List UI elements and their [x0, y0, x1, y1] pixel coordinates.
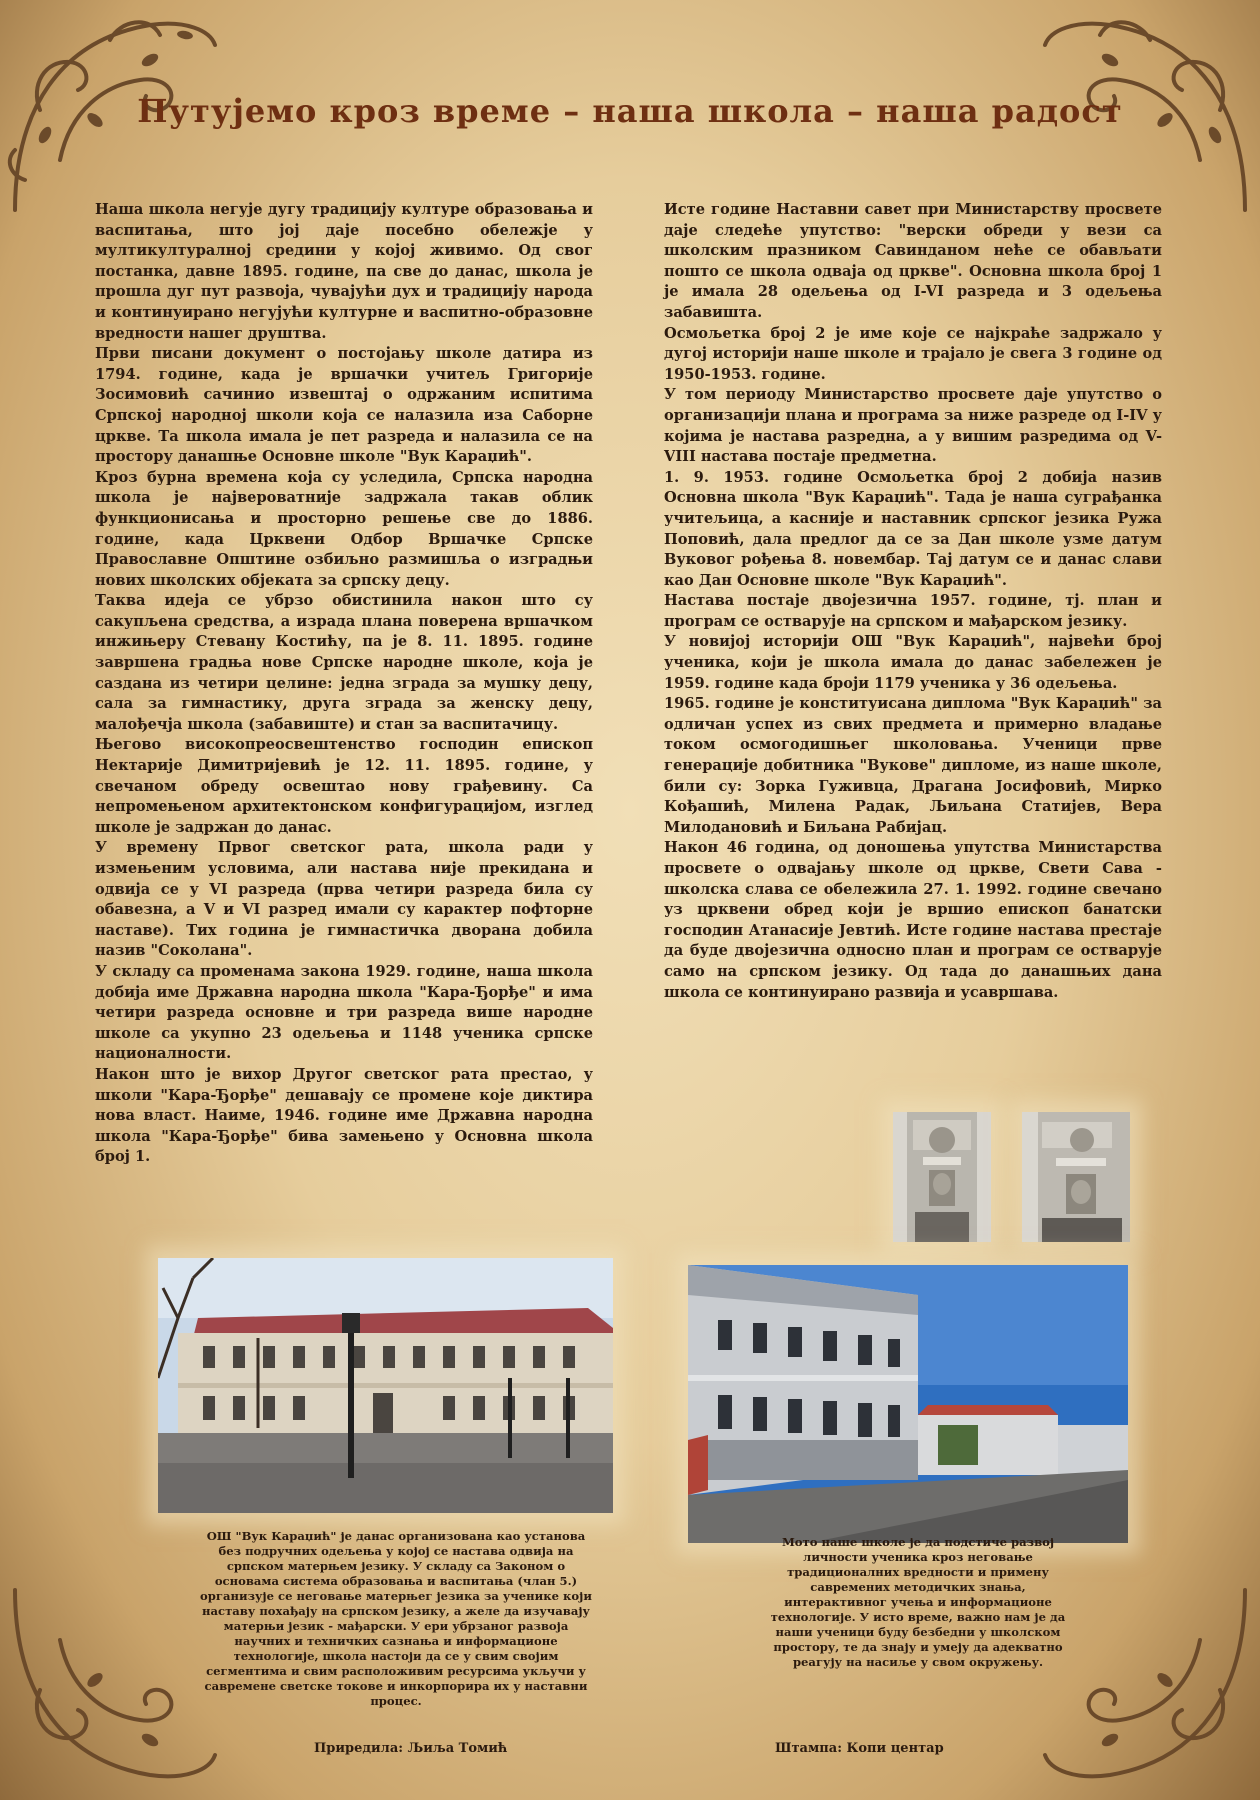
page-title: Путујемо кроз време – наша школа – наша радост — [137, 92, 1123, 130]
paragraph: Исте године Наставни савет при Министарству просвете даје следеће упутство: "верски обреди у вези са школским празником Савинданом неће се обављати пошто се школа одваја од цркве". Основна школа број 1 је имала 28 одељења од I-VI разреда и 3 одељења забавишта. — [664, 201, 1162, 321]
caption-left: ОШ "Вук Караџић" је данас организована као установа без подручних одељења у којој се настава одвија на српском матерњем језику. У складу са Законом о основама система образовања и васпитања (члан 5.) организује се неговање матерњег језика за ученике који наставу похађају на српском језику, а желе да изучавају матерњи језик - мађарски. У ери убрзаног развоја научних и техничких сазнања и информационе технологије, школа настоји да се у свим својим сегментима и свим расположивим ресурсима укључи у савремене светске токове и инкорпорира их у наставни процес. — [200, 1529, 592, 1708]
paragraph: Настава постаје двојезична 1957. године, тј. план и програм се остварује на српском и мађарском језику. — [664, 592, 1162, 630]
paragraph: У складу са променама закона 1929. године, наша школа добија име Државна народна школа "Кара-Ђорђе" и има четири разреда основне и три разреда више народне школе са укупно 23 одељења и 1148 ученика српске националности. — [95, 962, 593, 1063]
right-text-column — [664, 200, 1162, 1003]
paragraph: 1965. године је конституисана диплома "Вук Караџић" за одличан успех из свих предмета и примерно владање током осмогодишњег школовања. Ученици прве генерације добитника "Вукове" дипломе, из наше школе, били су: Зорка Гуживца, Драгана Јосифовић, Мирко Кођашић, Милена Радак, Љиљана Статијев, Вера Милодановић и Биљана Рабијац. — [664, 695, 1162, 836]
paragraph: Његово високопреосвештенство господин епископ Нектарије Димитријевић је 12. 11. 1895. године, у свечаном обреду освештао нову грађевину. Са непромењеном архитектонском конфигурацијом, изглед школе је задржан до данас. — [95, 736, 593, 836]
paragraph: Након 46 година, од доношења упутства Министарства просвете о одвајању школе од цркве, Свети Сава - школска слава се обележила 27. 1. 1992. године свечано уз црквени обред који је вршио епископ банатски господин Атанасије Јевтић. Исте године настава престаје да буде двојезична односно план и програм се остварује само на српском језику. Од тада до данашњих дана школа се континуирано развија и усавршава. — [664, 839, 1162, 1001]
school-photo-left — [158, 1258, 613, 1513]
paragraph: У том периоду Министарство просвете даје упутство о организацији плана и програма за ниже разреде од I-IV у којима је настава разредна, а у вишим разредима од V-VIII настава постаје предметна. — [664, 386, 1162, 466]
paragraph: Осмољетка број 2 је име које се најкраће задржало у дугој историји наше школе и трајало је свега 3 године од 1950-1953. године. — [664, 324, 1162, 383]
paragraph: Таква идеја се убрзо обистинила након што су сакупљена средства, а израда плана поверена вршачком инжињеру Стевану Костићу, па је 8. 11. 1895. године завршена градња нове Српске народне школе, која је саздана из четири целине: једна зграда за мушку децу, сала за гимнастику, друга зграда за женску децу, малођечја школа (забавиште) и стан за васпитачицу. — [95, 592, 593, 733]
paragraph: 1. 9. 1953. године Осмољетка број 2 добија назив Основна школа "Вук Караџић". Тада је наша суграђанка учитељица, а касније и наставник српског језика Ружа Поповић, дала предлог да се за Дан школе узме датум Вуковог рођења 8. новембар. Тај датум се и данас слави као Дан Основне школе "Вук Караџић". — [664, 468, 1162, 589]
facade-detail-photo-2 — [1022, 1112, 1130, 1242]
paragraph: У времену Првог светског рата, школа ради у измењеним условима, али настава није прекидана и одвија се у VI разреда (прва четири разреда била су обавезна, а V и VI разред имали су карактер пофторне наставе). Тих година је гимнастичка дворана добила назив "Соколана". — [95, 839, 593, 960]
facade-detail-photo-1 — [893, 1112, 991, 1242]
school-photo-right — [688, 1265, 1128, 1543]
caption-right: Мото наше школе је да подстиче развој личности ученика кроз неговање традиционалних вредности и примену савремених методичких знања, интерактивног учења и информационе технологије. У исто време, важно нам је да наши ученици буду безбедни у школском простору, те да знају и умеју да адекватно реагују на насиље у свом окружењу. — [770, 1535, 1066, 1669]
paragraph: Кроз бурна времена која су уследила, Српска народна школа је највероватније задржала такав облик функционисања и просторно решење све до 1886. године, када Црквени Одбор Вршачке Српске Православне Општине озбиљно размишља о изградњи нових школских објеката за српску децу. — [95, 468, 593, 589]
footer-author: Приредила: Љиља Томић — [314, 1741, 508, 1756]
left-text-column — [95, 200, 593, 1168]
footer-print: Штампа: Копи центар — [775, 1741, 944, 1756]
paragraph: Након што је вихор Другог светског рата престао, у школи "Кара-Ђорђе" дешавају се промене које диктира нова власт. Наиме, 1946. године име Државна народна школа "Кара-Ђорђе" бива замењено у Основна школа број 1. — [95, 1065, 593, 1166]
paragraph: У новијој историји ОШ "Вук Караџић", највећи број ученика, који је школа имала до данас забележен је 1959. године када броји 1179 ученика у 36 одељења. — [664, 633, 1162, 692]
paragraph: Наша школа негује дугу традицију културе образовања и васпитања, што јој даје посебно обележје у мултикултуралној средини у којој живимо. Од свог постанка, давне 1895. године, па све до данас, школа је прошла дуг пут развоја, чувајући дух и традицију народа и континуирано негујући културне и васпитно-образовне вредности нашег друштва. — [95, 201, 593, 342]
paragraph: Први писани документ о постојању школе датира из 1794. године, када је вршачки учитељ Григорије Зосимовић сачинио извештај о одржаним испитима Српској народној школи која се налазила иза Саборне цркве. Та школа имала је пет разреда и налазила се на простору данашње Основне школе "Вук Караџић". — [95, 345, 593, 466]
